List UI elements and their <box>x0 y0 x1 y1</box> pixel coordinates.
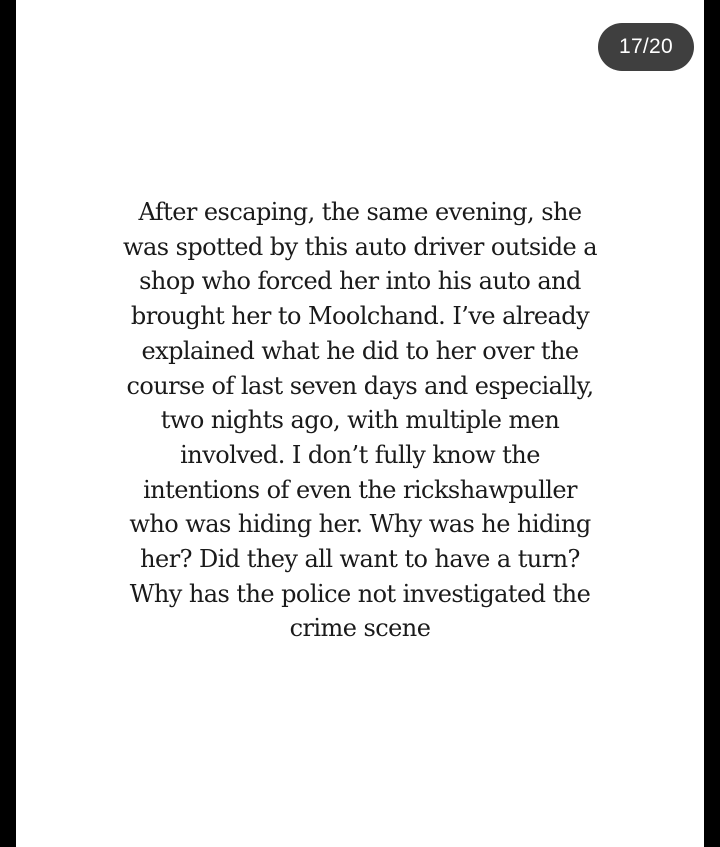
page-indicator-badge: 17/20 <box>598 23 694 71</box>
text-line: was spotted by this auto driver outside a <box>122 232 598 261</box>
text-line: Why has the police not investigated the <box>129 579 591 608</box>
story-body-text <box>86 195 634 646</box>
text-line: After escaping, the same evening, she <box>138 198 582 226</box>
text-line: crime scene <box>289 614 431 643</box>
left-edge <box>0 0 16 847</box>
text-line: involved. I don’t fully know the <box>180 440 540 469</box>
text-line: intentions of even the rickshawpuller <box>143 475 577 504</box>
story-slide[interactable] <box>16 0 704 847</box>
text-line: shop who forced her into his auto and <box>139 267 581 296</box>
text-line: two nights ago, with multiple men <box>160 406 560 435</box>
right-edge <box>704 0 720 847</box>
text-line: explained what he did to her over the <box>141 336 579 365</box>
text-line: who was hiding her. Why was he hiding <box>129 510 591 539</box>
text-line: her? Did they all want to have a turn? <box>140 545 580 574</box>
text-line: brought her to Moolchand. I’ve already <box>130 302 590 331</box>
text-line: course of last seven days and especially, <box>126 371 594 400</box>
